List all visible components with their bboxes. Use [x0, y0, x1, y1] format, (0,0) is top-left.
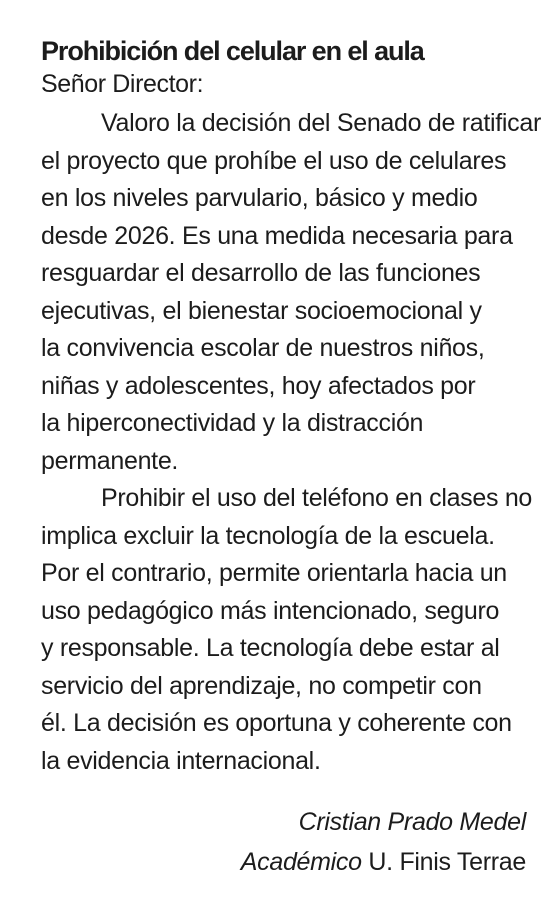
paragraph-line: en los niveles parvulario, básico y medio — [41, 184, 478, 212]
paragraph-line: resguardar el desarrollo de las funciones — [41, 259, 481, 287]
author-name: Cristian Prado Medel — [298, 808, 526, 836]
paragraph-line: el proyecto que prohíbe el uso de celulares — [41, 146, 507, 175]
signature-block — [241, 802, 526, 882]
paragraph-line: niñas y adolescentes, hoy afectados por — [41, 371, 476, 400]
paragraph-line: servicio del aprendizaje, no competir con — [41, 671, 482, 700]
salutation: Señor Director: — [41, 70, 204, 98]
author-affiliation — [241, 842, 526, 882]
paragraph-line: ejecutivas, el bienestar socioemocional y — [41, 296, 482, 325]
paragraph-line: desde 2026. Es una medida necesaria para — [41, 221, 513, 250]
paragraph-line: la convivencia escolar de nuestros niños, — [41, 334, 485, 362]
headline: Prohibición del celular en el aula — [41, 36, 424, 66]
paragraph-line: Prohibir el uso del teléfono en clases no — [101, 484, 533, 512]
paragraph-line: él. La decisión es oportuna y coherente con — [41, 709, 512, 737]
paragraph-line: permanente. — [41, 446, 179, 475]
paragraph-line: Por el contrario, permite orientarla hacia un — [41, 559, 507, 587]
paragraph-line: la evidencia internacional. — [41, 746, 321, 775]
author-title: Académico — [240, 848, 362, 876]
body-paragraph-1 — [41, 105, 541, 480]
body-paragraph-2 — [41, 480, 533, 780]
paragraph-line: la hiperconectividad y la distracción — [41, 409, 424, 437]
paragraph-line: y responsable. La tecnología debe estar al — [41, 634, 500, 662]
paragraph-line: implica excluir la tecnología de la escuela. — [41, 521, 495, 550]
author-institution: U. Finis Terrae — [368, 848, 526, 876]
paragraph-line: uso pedagógico más intencionado, seguro — [41, 596, 500, 625]
paragraph-line: Valoro la decisión del Senado de ratificar — [101, 109, 541, 137]
